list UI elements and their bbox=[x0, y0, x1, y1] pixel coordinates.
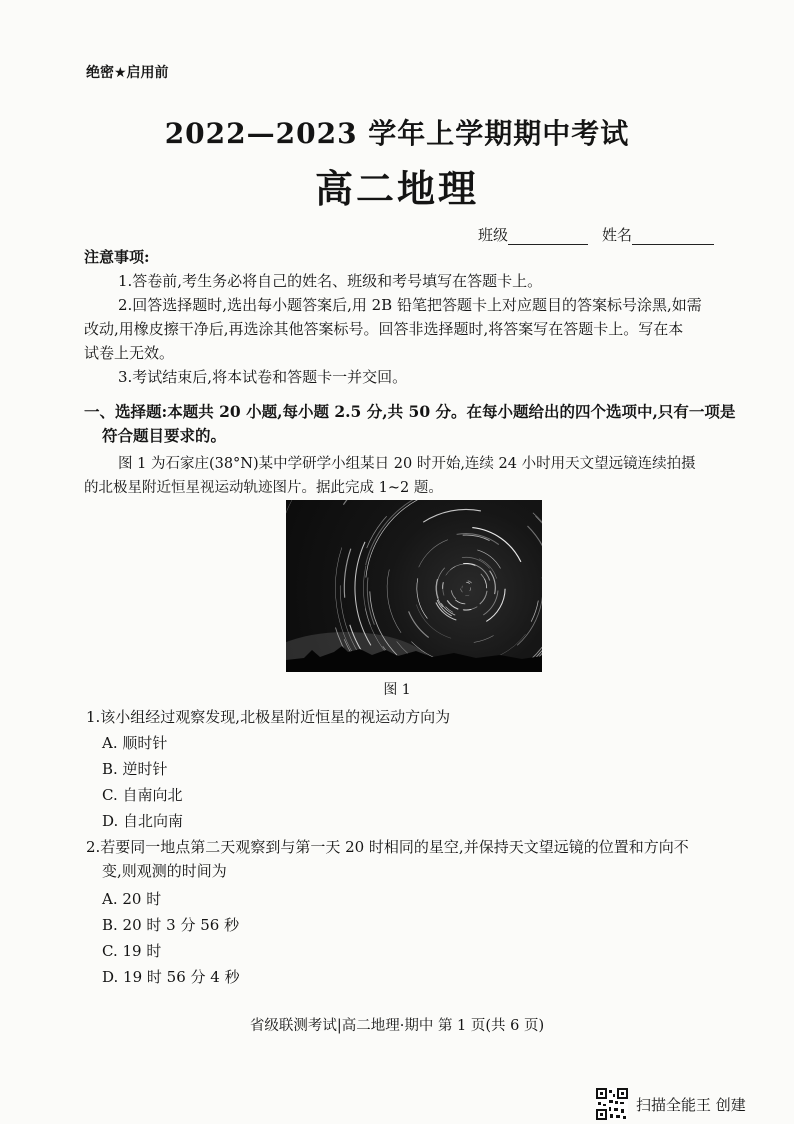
exam-subject: 高二地理 bbox=[314, 167, 479, 211]
question-2-option-c[interactable]: C. 19 时 bbox=[102, 942, 162, 960]
star-trail bbox=[462, 557, 490, 568]
star-trail bbox=[366, 500, 426, 578]
star-trail bbox=[463, 535, 490, 541]
star-trail bbox=[366, 500, 418, 565]
star-trail bbox=[446, 567, 456, 576]
question-2-option-a[interactable]: A. 20 时 bbox=[102, 890, 162, 908]
question-intro-cont: 的北极星附近恒星视运动轨迹图片。据此完成 1~2 题。 bbox=[84, 480, 443, 496]
question-intro: 图 1 为石家庄(38°N)某中学研学小组某日 20 时开始,连续 24 小时用天文望远镜连续拍摄 bbox=[118, 456, 696, 472]
star-trail bbox=[447, 600, 458, 609]
class-label: 班级 bbox=[478, 226, 509, 244]
star-trail bbox=[387, 570, 401, 633]
star-trail bbox=[462, 586, 463, 589]
question-1-option-c[interactable]: C. 自南向北 bbox=[102, 786, 183, 804]
star-trail bbox=[528, 526, 543, 598]
star-trail bbox=[367, 516, 387, 548]
star-trail bbox=[419, 540, 448, 568]
star-trail bbox=[517, 577, 542, 645]
section-heading: 一、选择题:本题共 20 小题,每小题 2.5 分,共 50 分。在每小题给出的四个选项中,只有一项是 bbox=[84, 402, 736, 421]
star-trail bbox=[455, 600, 465, 604]
class-field bbox=[478, 224, 588, 245]
figure-caption: 图 1 bbox=[383, 682, 411, 698]
name-blank bbox=[632, 230, 714, 245]
question-1-option-b[interactable]: B. 逆时针 bbox=[102, 760, 168, 778]
star-trail bbox=[355, 542, 371, 646]
name-field bbox=[602, 224, 714, 245]
question-1-option-d[interactable]: D. 自北向南 bbox=[102, 812, 184, 830]
star-trail bbox=[531, 601, 538, 622]
star-trail bbox=[286, 500, 313, 550]
notice-heading: 注意事项: bbox=[84, 248, 150, 266]
star-trail bbox=[533, 513, 542, 540]
star-trail bbox=[471, 564, 490, 581]
star-trail bbox=[436, 603, 456, 621]
star-trail bbox=[535, 516, 542, 586]
star-trail bbox=[423, 509, 481, 522]
exam-title: 2022—2023 学年上学期期中考试 bbox=[164, 117, 630, 150]
page-footer: 省级联测考试|高二地理·期中 第 1 页(共 6 页) bbox=[249, 1018, 545, 1034]
section-heading-cont: 符合题目要求的。 bbox=[102, 426, 227, 445]
star-trail bbox=[461, 589, 463, 593]
star-trail bbox=[451, 590, 456, 599]
star-trail bbox=[344, 549, 350, 598]
question-2-option-d[interactable]: D. 19 时 56 分 4 秒 bbox=[102, 968, 240, 986]
star-trail bbox=[472, 528, 521, 562]
question-2-stem: 2.若要同一地点第二天观察到与第一天 20 时相同的星空,并保持天文望远镜的位置和方向不 bbox=[86, 838, 689, 856]
name-label: 姓名 bbox=[602, 226, 633, 244]
qr-code-icon bbox=[596, 1088, 628, 1120]
star-trail-image bbox=[286, 500, 542, 672]
star-trail bbox=[450, 564, 476, 570]
question-2-option-b[interactable]: B. 20 时 3 分 56 秒 bbox=[102, 916, 240, 934]
star-trail bbox=[409, 611, 429, 637]
star-trail bbox=[486, 589, 505, 622]
notice-item: 3.考试结束后,将本试卷和答题卡一并交回。 bbox=[118, 368, 408, 386]
star-trail-photo bbox=[286, 500, 542, 672]
notice-item: 试卷上无效。 bbox=[84, 344, 175, 362]
star-trail bbox=[480, 591, 487, 604]
class-blank bbox=[508, 230, 588, 245]
star-trail bbox=[485, 579, 487, 588]
question-1-stem: 1.该小组经过观察发现,北极星附近恒星的视运动方向为 bbox=[86, 708, 451, 726]
star-trail bbox=[528, 500, 542, 552]
star-trail bbox=[343, 500, 372, 505]
question-1-option-a[interactable]: A. 顺时针 bbox=[102, 734, 168, 752]
star-trail bbox=[490, 571, 496, 594]
notice-item: 改动,用橡皮擦干净后,再选涂其他答案标号。回答非选择题时,将答案写在答题卡上。写在本 bbox=[84, 320, 684, 338]
star-trail bbox=[465, 595, 469, 596]
scanner-watermark-text: 扫描全能王 创建 bbox=[636, 1095, 746, 1114]
star-trail bbox=[466, 582, 470, 583]
question-2-stem-cont: 变,则观测的时间为 bbox=[102, 862, 227, 880]
notice-item: 2.回答选择题时,选出每小题答案后,用 2B 铅笔把答题卡上对应题目的答案标号涂黑,如需 bbox=[118, 296, 702, 314]
star-trail bbox=[474, 636, 494, 643]
star-trail bbox=[470, 587, 471, 591]
star-trail bbox=[483, 591, 498, 615]
star-trail bbox=[417, 578, 428, 618]
confidential-mark: 绝密★启用前 bbox=[86, 65, 169, 81]
notice-item: 1.答卷前,考生务必将自己的姓名、班级和考号填写在答题卡上。 bbox=[118, 272, 543, 290]
scanner-watermark bbox=[596, 1088, 746, 1120]
